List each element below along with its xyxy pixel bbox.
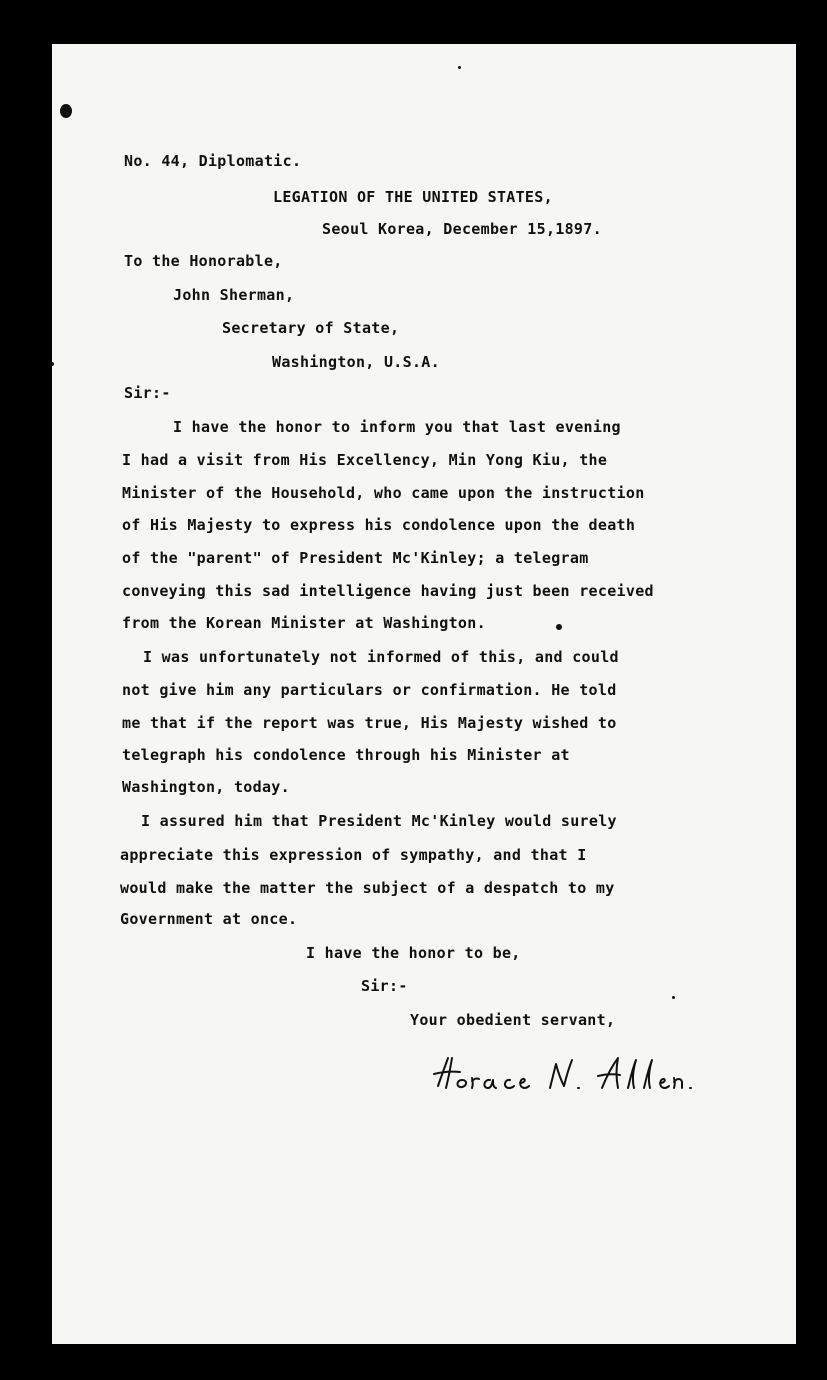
- paragraph3-line: Government at once.: [120, 910, 298, 928]
- paragraph2-line: me that if the report was true, His Majesty wished to: [122, 714, 617, 732]
- opening-salutation: Sir:-: [124, 384, 171, 402]
- paragraph1-line: I had a visit from His Excellency, Min Yong Kiu, the: [122, 451, 608, 469]
- paragraph3-line: I assured him that President Mc'Kinley would surely: [141, 812, 617, 830]
- scan-speck: [50, 362, 54, 366]
- dateline: Seoul Korea, December 15,1897.: [322, 220, 602, 238]
- paragraph3-line: would make the matter the subject of a despatch to my: [120, 879, 615, 897]
- scan-blot: [60, 104, 72, 118]
- closing-sir: Sir:-: [361, 977, 408, 995]
- closing-servant: Your obedient servant,: [410, 1011, 616, 1029]
- paragraph3-line: appreciate this expression of sympathy, and that I: [120, 846, 587, 864]
- scan-speck: [556, 624, 562, 630]
- paragraph1-line: from the Korean Minister at Washington.: [122, 614, 486, 632]
- paragraph2-line: telegraph his condolence through his Minister at: [122, 746, 570, 764]
- paragraph1-line: of His Majesty to express his condolence upon the death: [122, 516, 636, 534]
- paragraph1-line: Minister of the Household, who came upon the instruction: [122, 484, 645, 502]
- paragraph2-line: not give him any particulars or confirmation. He told: [122, 681, 617, 699]
- address-salutation: To the Honorable,: [124, 252, 283, 270]
- handwritten-signature: [432, 1052, 702, 1102]
- scan-speck: [458, 66, 461, 69]
- legation-heading: LEGATION OF THE UNITED STATES,: [273, 188, 553, 206]
- paragraph1-line: I have the honor to inform you that last evening: [173, 418, 621, 436]
- dispatch-number: No. 44, Diplomatic.: [124, 152, 302, 170]
- closing-line: I have the honor to be,: [306, 944, 521, 962]
- paragraph2-line: I was unfortunately not informed of this, and could: [143, 648, 619, 666]
- address-name: John Sherman,: [173, 286, 295, 304]
- address-place: Washington, U.S.A.: [272, 353, 440, 371]
- paragraph1-line: of the "parent" of President Mc'Kinley; a telegram: [122, 549, 589, 567]
- address-title: Secretary of State,: [222, 319, 400, 337]
- paragraph1-line: conveying this sad intelligence having just been received: [122, 582, 654, 600]
- scan-speck: [672, 996, 675, 999]
- paragraph2-line: Washington, today.: [122, 778, 290, 796]
